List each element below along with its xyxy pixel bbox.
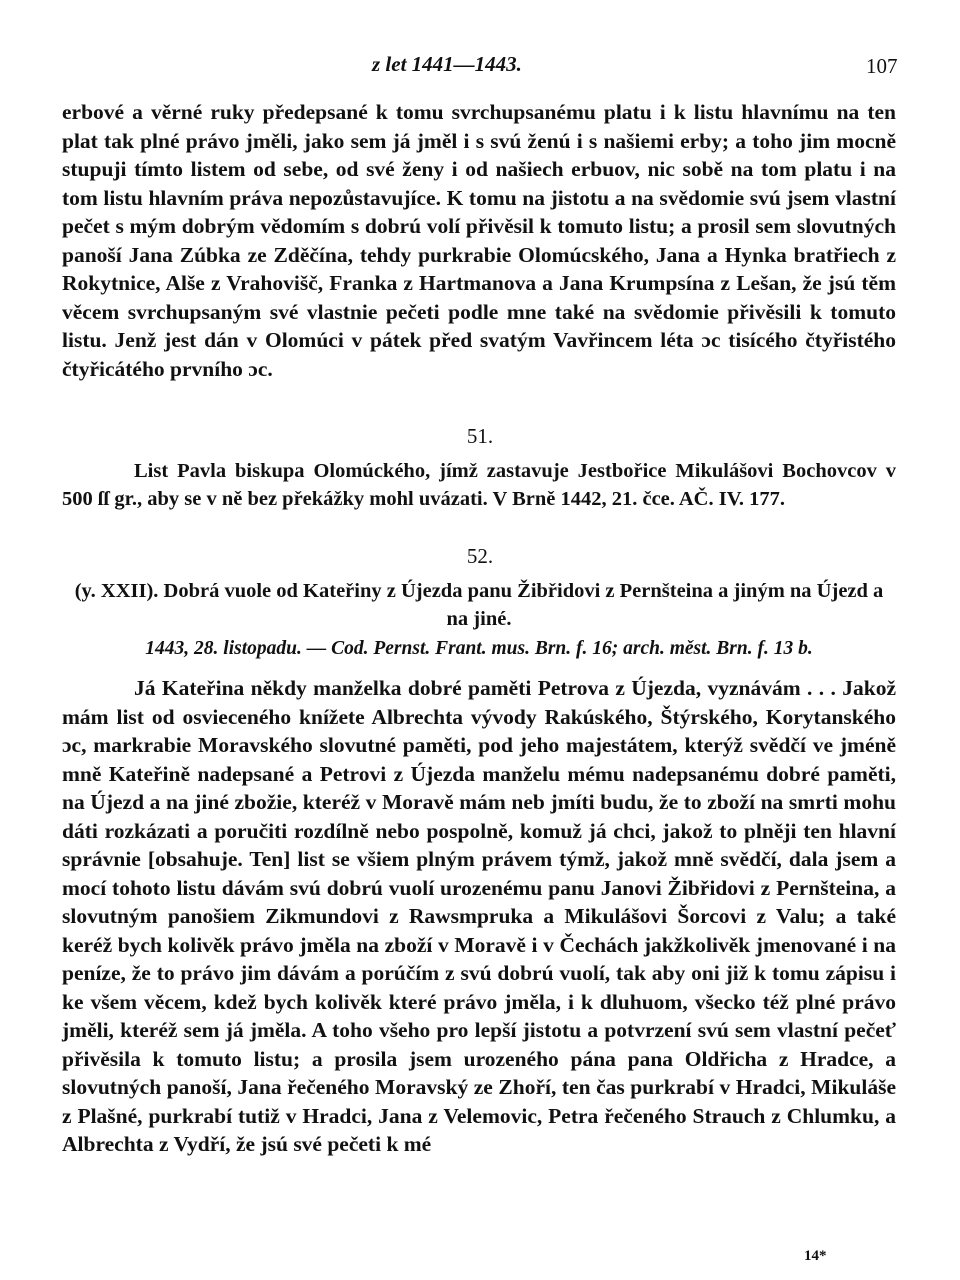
continuation-paragraph: erbové a věrné ruky předepsané k tomu svrchupsanému platu i k listu hlavnímu na ten plat tak plné právo jměli, jako sem já jměl i s svú ženú i s našiemi erby; a toho jim mocně stupuji tímto listem od sebe, od své ženy i od našiech erbuov, nic sobě na tom platu i na tom listu hlavním práva nepozůstavujíce. K tomu na jistotu a na svědomie svú jsem vlastní pečet s mým dobrým vědomím s dobrú volí přivěsil k tomuto listu; a prosil sem slovutných panoší Jana Zúbka ze Zděčína, tehdy purkrabie Olomúcského, Jana a Hynka bratřiech z Rokytnice, Alše z Vrahovišč, Franka z Hartmanova a Jana Krumpsína z Lešan, že jsú těm věcem svrchupsaným své vlastnie pečeti podle mne také na svědomie přivěsili k tomuto listu. Jenž jest dán v Olomúci v pátek před svatým Vavřincem léta ɔc tisícého čtyřistého čtyřicátého prvního ɔc. [62,100,896,381]
regest-52: (y. XXII). Dobrá vuole od Kateřiny z Újezda panu Žibřidovi z Pernšteina a jiným na Újezd a na jiné. [74,580,884,630]
regest-51: List Pavla biskupa Olomúckého, jímž zastavuje Jestbořice Mikulášovi Bochovcov v 500 ſſ gr., aby se v ně bez překážky mohl uvázati. V Brně 1442, 21. čce. AČ. IV. 177. [62,460,896,510]
document-number-52: 52. [466,544,494,568]
running-title: z let 1441—1443. [372,52,522,76]
source-citation-52: 1443, 28. listopadu. — Cod. Pernst. Frant. mus. Brn. f. 16; arch. měst. Brn. f. 13 b. [145,638,813,659]
document-number-51: 51. [466,424,494,448]
document-52-text: Já Kateřina někdy manželka dobré paměti Petrova z Újezda, vyznávám . . . Jakož mám list od osvieceného knížete Albrechta vývody Rakúského, Štýrského, Korytanského ɔc, markrabie Moravského slovutné paměti, pod jeho majestátem, kterýž svědčí ve jméně mně Kateřině nadepsané a Petrovi z Újezda manželu mému nadepsanému dobré paměti, na Újezd a na jiné zbožie, kteréž v Moravě mám neb jmíti budu, že to zboží na smrti mohu dáti rozkázati a poručiti rozdílně nebo pospolně, komuž já chci, jakož to plněji ten hlavní správnie [obsahuje. Ten] list se všiem plným právem týmž, jakož mně svědčí, dala jsem a mocí tohoto listu dávám svú dobrú vuolí urozenému panu Janovi Žibřidovi z Pernšteina, a slovutným panošiem Zikmundovi z Rawsmpruka a Mikulášovi Šorcovi z Valu; a také keréž bych kolivěk právo jměla na zboží v Moravě i v Čechách jakžkolivěk jmenované i na peníze, že to právo jim dávám a porúčím z svú dobrú vuolí, tak aby oni již k tomu zápisu i ke všem věcem, kdež bych kolivěk které právo jměla, i k dluhuom, všecko též plné právo jměli, kteréž sem já jměla. A toho všeho pro lepší jistotu a potvrzení svú sem vlastní pečeť přivěsila k tomuto listu; a prosila jsem urozeného pána pana Oldřicha z Hradce, a slovutných panoší, Jana řečeného Moravský ze Zhoří, ten čas purkrabí v Hradci, Mikuláše z Plašné, purkrabí tutiž v Hradci, Jana z Velemovic, Petra řečeného Strauch z Chlumku, a Albrechta z Vydří, že jsú své pečeti k mé [62,676,896,1156]
signature-mark: 14* [804,1248,827,1264]
page-number: 107 [866,54,898,78]
